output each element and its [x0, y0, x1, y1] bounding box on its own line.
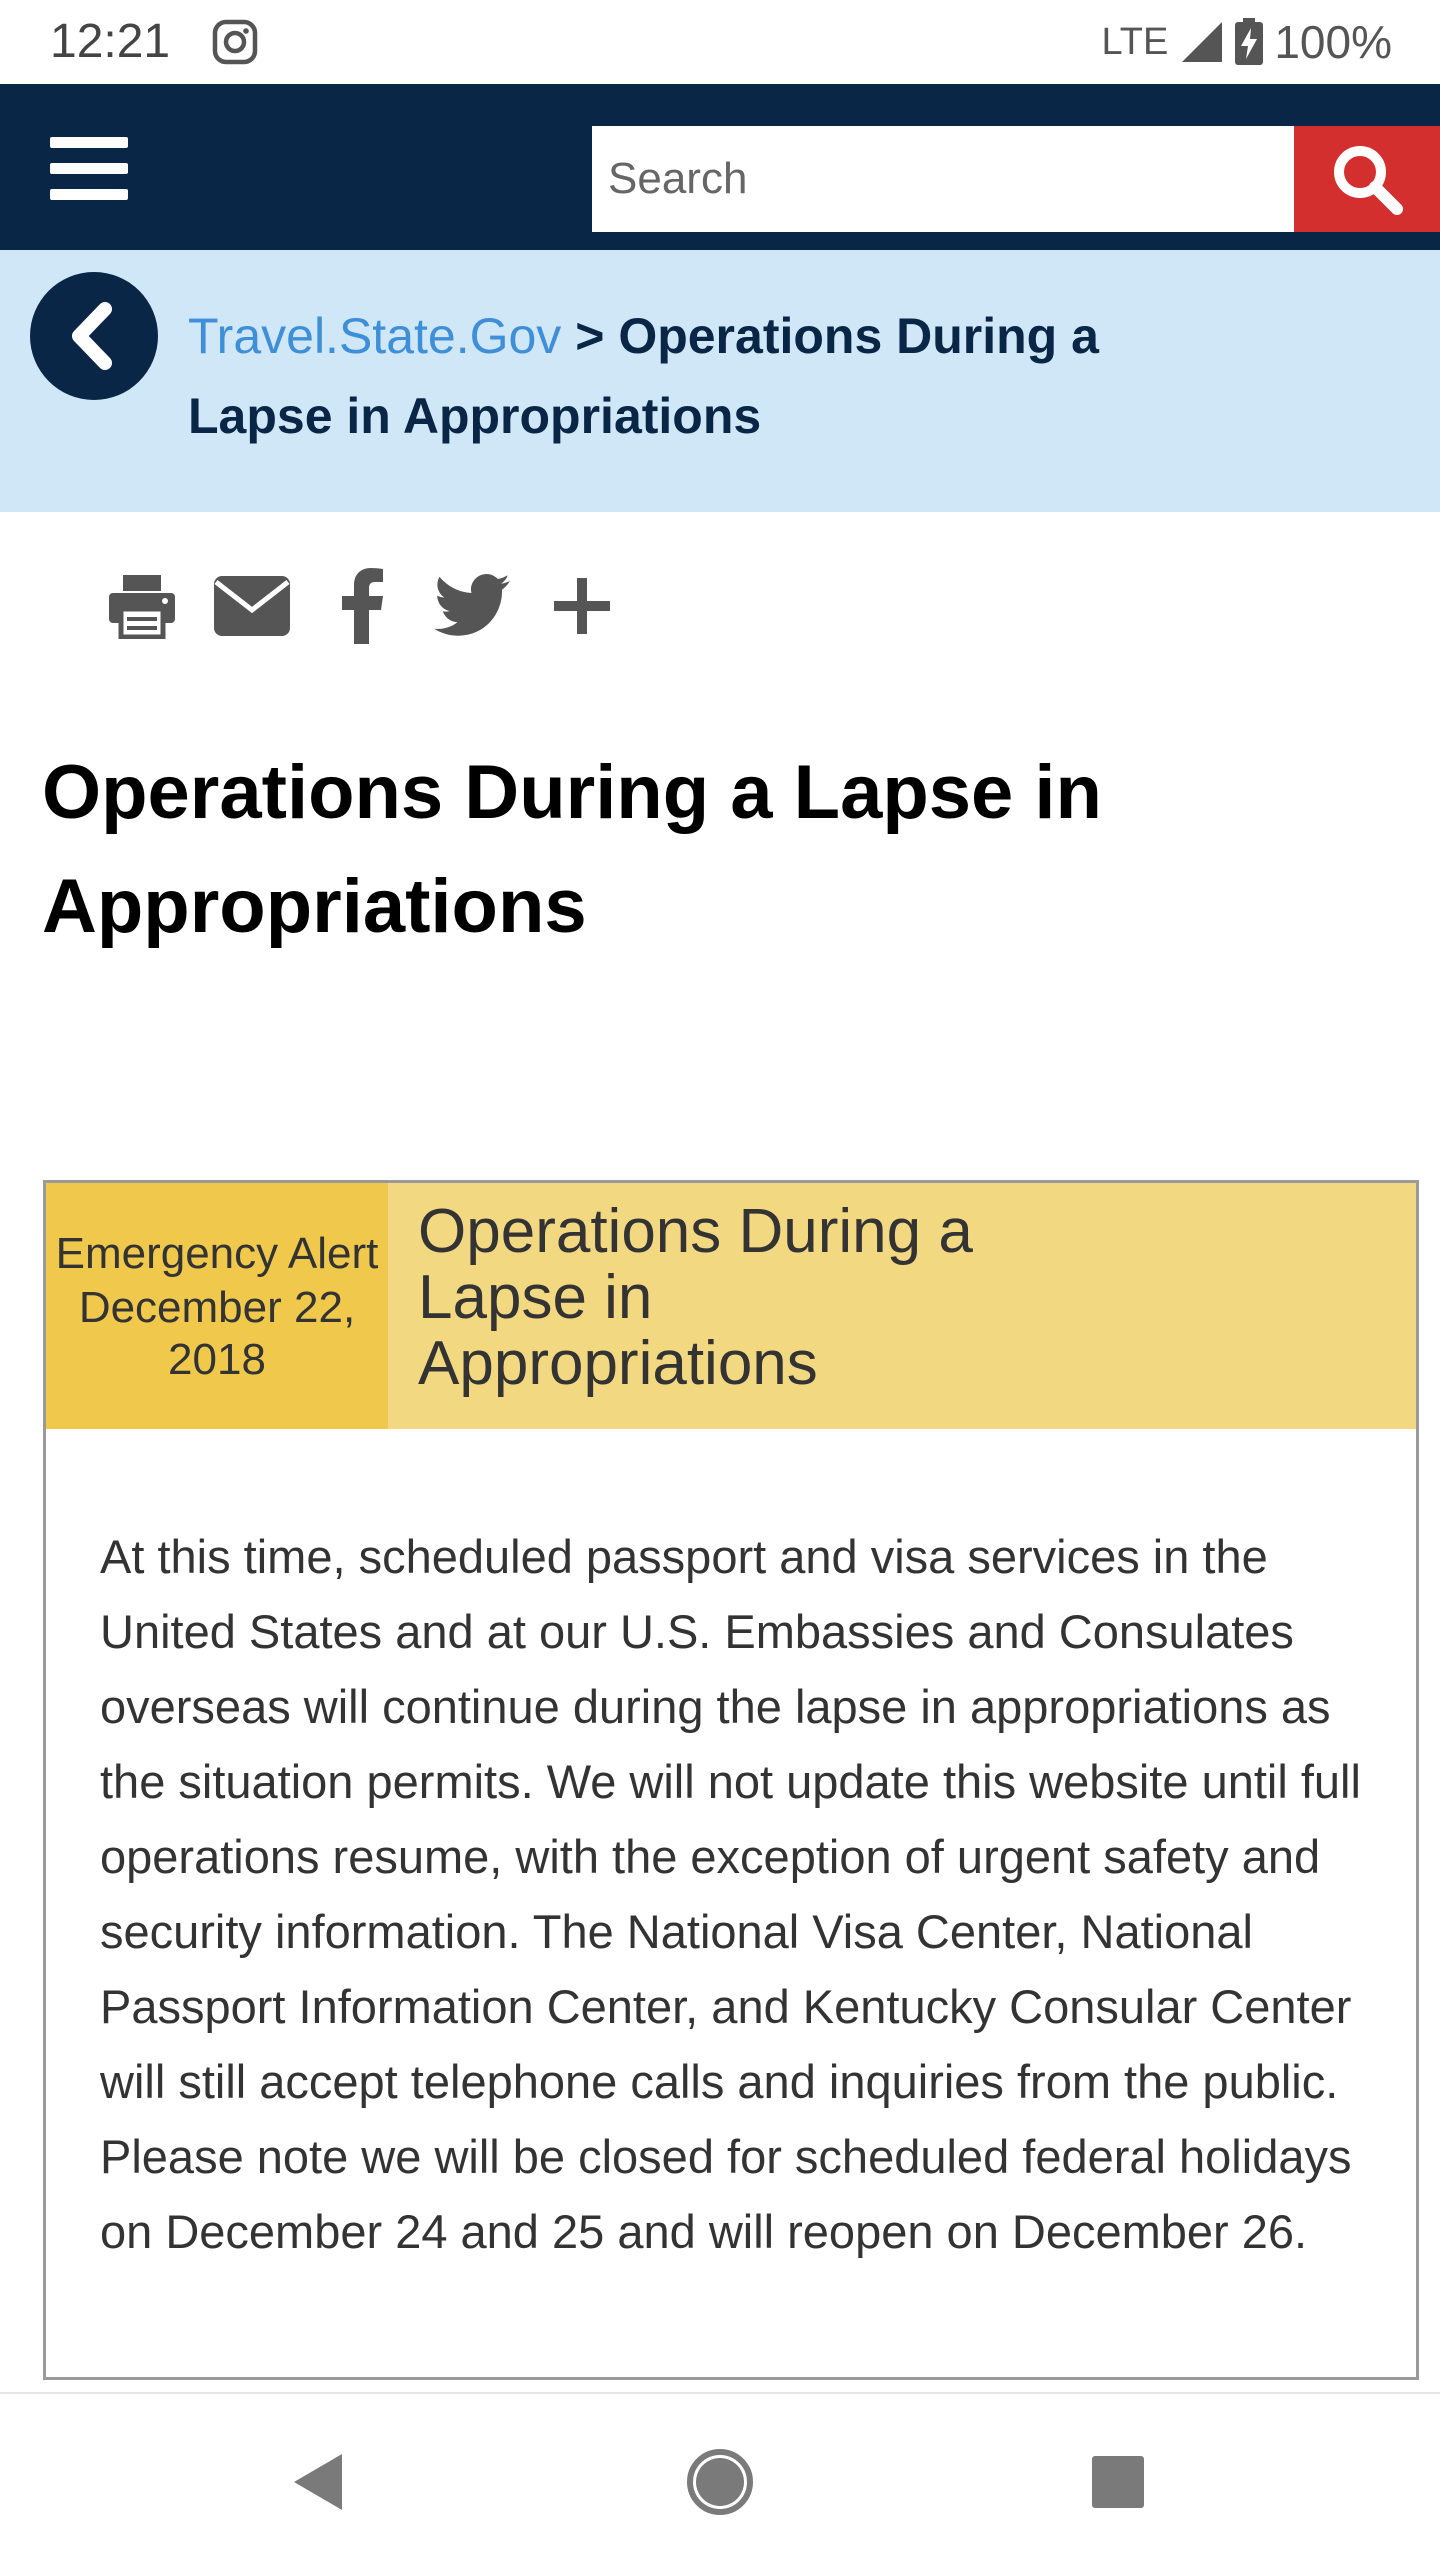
chevron-left-icon — [59, 301, 129, 371]
alert-type: Emergency Alert — [55, 1229, 379, 1278]
emergency-alert-box — [43, 1180, 1419, 2380]
home-nav-button[interactable] — [680, 2442, 760, 2522]
alert-header — [46, 1183, 1416, 1429]
print-icon[interactable] — [102, 566, 182, 646]
breadcrumb-trail — [188, 296, 1138, 456]
alert-date: December 22, 2018 — [78, 1283, 356, 1384]
alert-tag — [46, 1183, 388, 1429]
back-triangle-icon — [288, 2450, 348, 2514]
email-icon[interactable] — [212, 566, 292, 646]
back-nav-button[interactable] — [278, 2442, 358, 2522]
breadcrumb — [0, 250, 1440, 512]
battery-charging-icon — [1234, 18, 1264, 66]
facebook-icon[interactable] — [322, 566, 402, 646]
search-input[interactable] — [592, 126, 1294, 232]
back-button[interactable] — [30, 272, 158, 400]
android-nav-bar — [0, 2392, 1440, 2560]
hamburger-menu-icon[interactable] — [50, 137, 128, 201]
search-button[interactable] — [1294, 126, 1440, 232]
page-title: Operations During a Lapse in Appropriations — [42, 750, 1102, 949]
breadcrumb-current: Operations During a Lapse in Appropriations — [188, 308, 1099, 444]
network-type: LTE — [1101, 20, 1169, 63]
site-header — [0, 84, 1440, 250]
status-time: 12:21 — [50, 15, 171, 68]
share-bar — [102, 566, 652, 646]
recents-square-icon — [1090, 2454, 1146, 2510]
signal-icon — [1180, 20, 1224, 64]
search-icon — [1329, 141, 1405, 217]
status-indicators — [1101, 14, 1392, 70]
twitter-icon[interactable] — [432, 566, 512, 646]
alert-body: At this time, scheduled passport and visa services in the United States and at our U.S. Embassies and Consulates overseas will continue during the lapse in appropriations as the situation permits. We will not update this website until full operations resume, with the exception of urgent safety and security information. The National Visa Center, National Passport Information Center, and Kentucky Consular Center will still accept telephone calls and inquiries from the public. Please note we will be closed for scheduled federal holidays on December 24 and 25 and will reopen on December 26. — [100, 1530, 1361, 2258]
home-circle-icon — [686, 2448, 754, 2516]
breadcrumb-home-link[interactable]: Travel.State.Gov — [188, 308, 562, 364]
alert-title: Operations During a Lapse in Appropriations — [418, 1197, 973, 1398]
breadcrumb-separator: > — [575, 308, 605, 364]
recents-nav-button[interactable] — [1078, 2442, 1158, 2522]
plus-icon[interactable] — [542, 566, 622, 646]
status-bar — [0, 0, 1440, 84]
battery-level: 100% — [1274, 16, 1392, 68]
instagram-icon — [212, 19, 258, 65]
